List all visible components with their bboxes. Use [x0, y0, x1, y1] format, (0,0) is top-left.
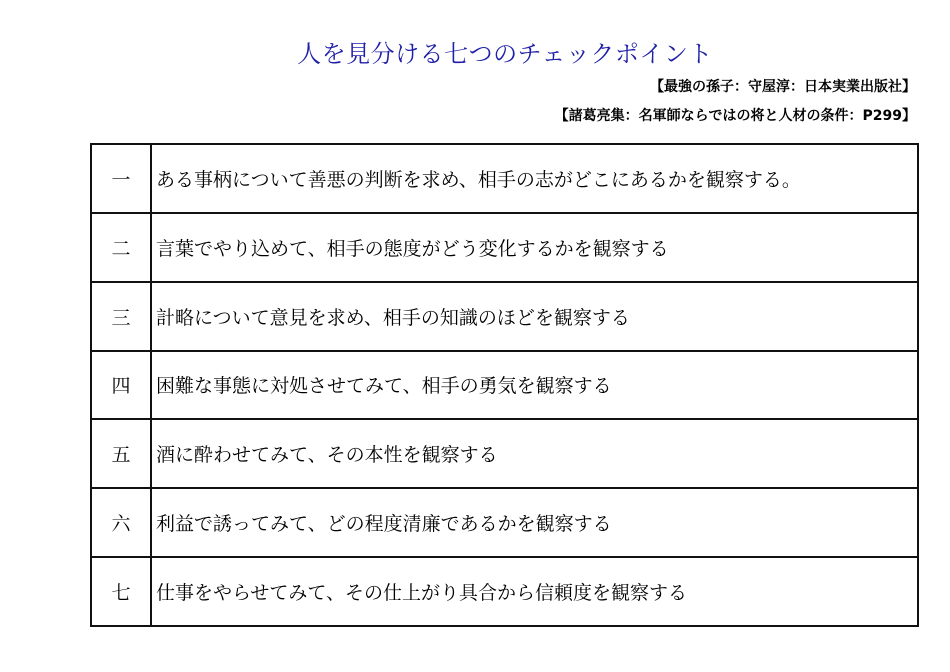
row-text: 酒に酔わせてみて、その本性を観察する: [151, 419, 918, 488]
row-number: 三: [91, 282, 151, 351]
table-row: [91, 419, 918, 488]
table-row: [91, 213, 918, 282]
table-row: [91, 351, 918, 420]
source-citation-1: 【最強の孫子：守屋淳：日本実業出版社】: [650, 79, 916, 95]
row-number: 七: [91, 557, 151, 626]
table-row: [91, 488, 918, 557]
checkpoint-table: [90, 143, 919, 627]
row-number: 一: [91, 144, 151, 213]
row-text: 計略について意見を求め、相手の知識のほどを観察する: [151, 282, 918, 351]
row-number: 六: [91, 488, 151, 557]
row-number: 五: [91, 419, 151, 488]
row-number: 四: [91, 351, 151, 420]
row-text: 言葉でやり込めて、相手の態度がどう変化するかを観察する: [151, 213, 918, 282]
page-title: 人を見分ける七つのチェックポイント: [297, 40, 713, 68]
table-row: [91, 557, 918, 626]
source-citation-2: 【諸葛亮集：名軍師ならではの将と人材の条件：P299】: [554, 108, 916, 124]
row-text: 仕事をやらせてみて、その仕上がり具合から信頼度を観察する: [151, 557, 918, 626]
table-row: [91, 282, 918, 351]
table-row: [91, 144, 918, 213]
row-number: 二: [91, 213, 151, 282]
row-text: 利益で誘ってみて、どの程度清廉であるかを観察する: [151, 488, 918, 557]
row-text: 困難な事態に対処させてみて、相手の勇気を観察する: [151, 351, 918, 420]
row-text: ある事柄について善悪の判断を求め、相手の志がどこにあるかを観察する。: [151, 144, 918, 213]
